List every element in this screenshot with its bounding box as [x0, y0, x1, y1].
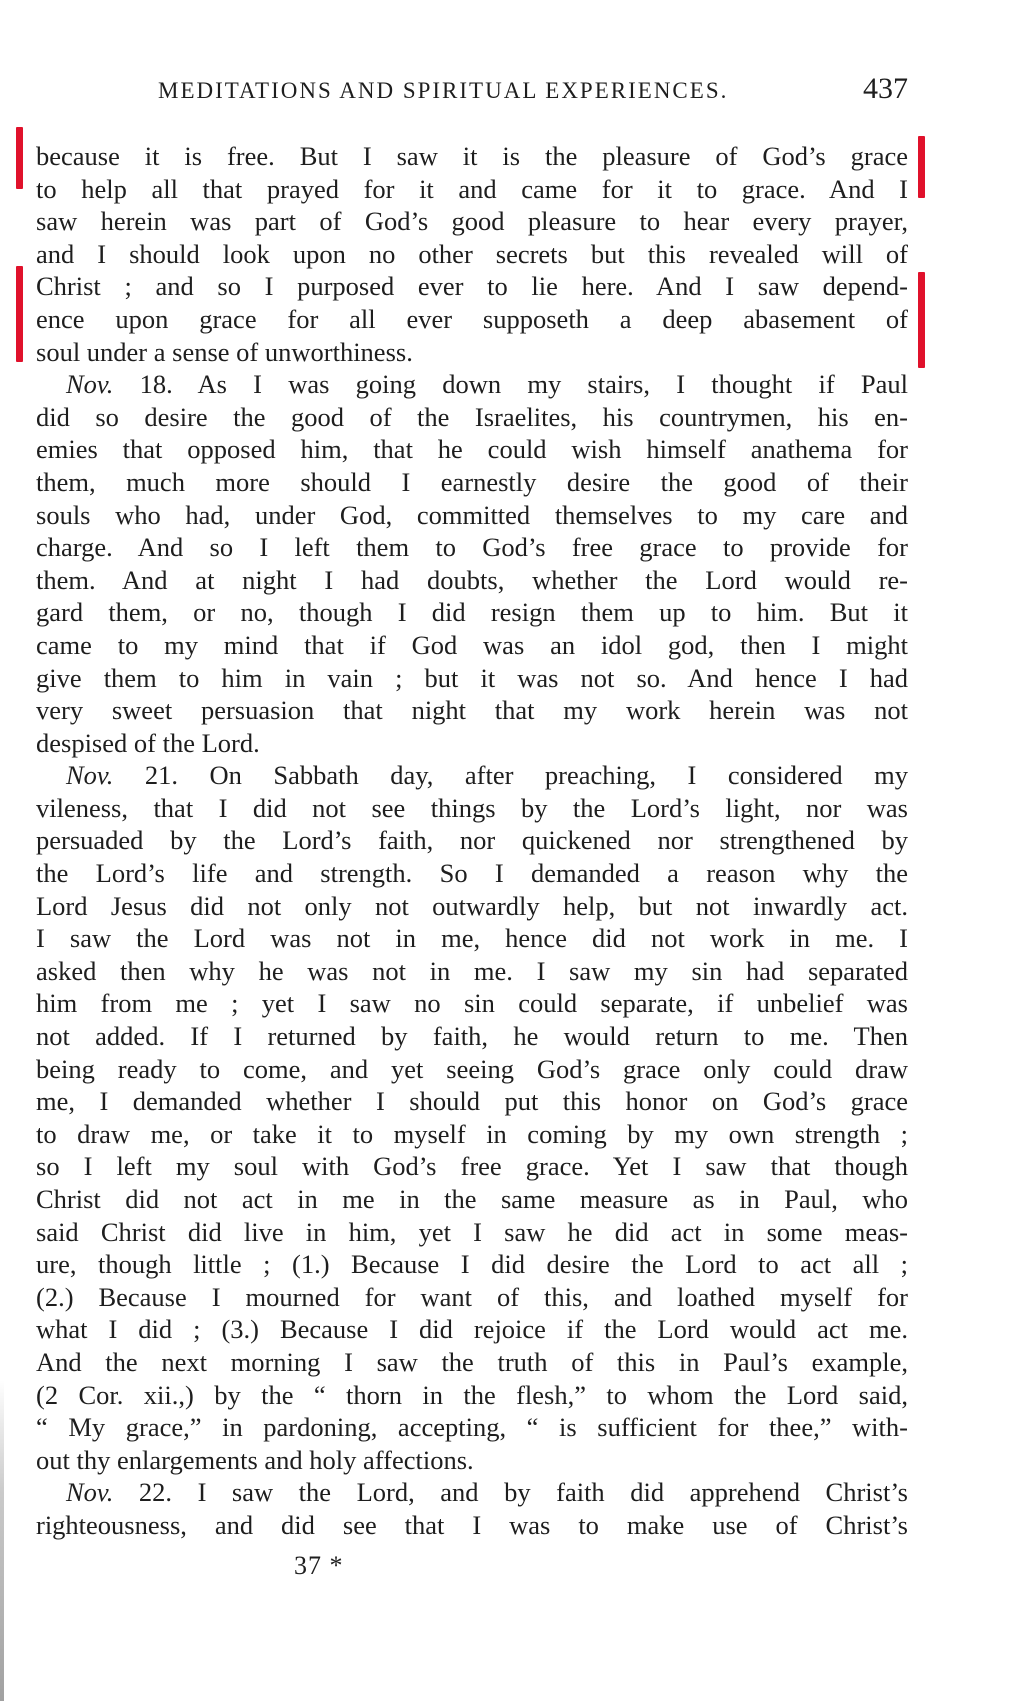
text-line: asked then why he was not in me. I saw my sin had separated — [36, 955, 908, 986]
highlight-mark-right-1 — [918, 136, 925, 198]
text-line: said Christ did live in him, yet I saw he did act in some meas- — [36, 1216, 908, 1247]
text-line: being ready to come, and yet seeing God’s grace only could draw — [36, 1053, 908, 1084]
entry-text: 22. I saw the Lord, and by faith did apprehend Christ’s — [113, 1477, 908, 1508]
text-line: despised of the Lord. — [36, 727, 260, 758]
entry-first-line — [36, 759, 908, 792]
text-line: very sweet persuasion that night that my work herein was not — [36, 695, 908, 726]
text-line: came to my mind that if God was an idol god, then I might — [36, 629, 908, 660]
text-line: give them to him in vain ; but it was not so. And hence I had — [36, 662, 908, 693]
text-line: not added. If I returned by faith, he would return to me. Then — [36, 1021, 908, 1052]
text-line: them, much more should I earnestly desire the good of their — [36, 466, 908, 497]
text-line: emies that opposed him, that he could wish himself anathema for — [36, 434, 908, 465]
text-line: charge. And so I left them to God’s free grace to provide for — [36, 532, 908, 563]
text-line: what I did ; (3.) Because I did rejoice if the Lord would act me. — [36, 1314, 908, 1345]
text-line: persuaded by the Lord’s faith, nor quickened nor strengthened by — [36, 825, 908, 856]
text-line: Christ ; and so I purposed ever to lie here. And I saw depend- — [36, 271, 908, 302]
text-line: to draw me, or take it to myself in coming by my own strength ; — [36, 1118, 908, 1149]
text-line: out thy enlargements and holy affections. — [36, 1444, 474, 1475]
entry-first-line — [36, 368, 908, 401]
entry-text: 18. As I was going down my stairs, I thought if Paul — [113, 369, 908, 400]
text-line: so I left my soul with God’s free grace. Yet I saw that though — [36, 1151, 908, 1182]
text-line: because it is free. But I saw it is the pleasure of God’s grace — [36, 141, 908, 171]
page-header — [36, 72, 908, 112]
signature-mark: 37 * — [294, 1551, 344, 1580]
text-line: gard them, or no, though I did resign them up to him. But it — [36, 597, 908, 628]
text-line: (2 Cor. xii.,) by the “ thorn in the flesh,” to whom the Lord said, — [36, 1379, 908, 1410]
text-line: them. And at night I had doubts, whether the Lord would re- — [36, 564, 908, 595]
entry-date: Nov. — [66, 760, 114, 791]
highlight-mark-right-2 — [918, 272, 925, 368]
text-line: me, I demanded whether I should put this honor on God’s grace — [36, 1086, 908, 1117]
text-line: And the next morning I saw the truth of this in Paul’s example, — [36, 1346, 908, 1377]
text-line: did so desire the good of the Israelites, his countrymen, his en- — [36, 401, 908, 432]
page-number: 437 — [863, 72, 908, 105]
entry-text: 21. On Sabbath day, after preaching, I considered my — [113, 760, 908, 791]
text-line: souls who had, under God, committed themselves to my care and — [36, 499, 908, 530]
text-line: I saw the Lord was not in me, hence did not work in me. I — [36, 923, 908, 954]
text-line: “ My grace,” in pardoning, accepting, “ is sufficient for thee,” with- — [36, 1412, 908, 1443]
entry-date: Nov. — [66, 369, 114, 400]
highlight-mark-left-1 — [16, 127, 23, 189]
text-line: him from me ; yet I saw no sin could separate, if unbelief was — [36, 988, 908, 1019]
text-line: ence upon grace for all ever supposeth a deep abasement of — [36, 303, 908, 334]
text-line: to help all that prayed for it and came for it to grace. And I — [36, 173, 908, 204]
text-line: Christ did not act in me in the same measure as in Paul, who — [36, 1184, 908, 1214]
body-text — [36, 140, 908, 1542]
entry-date: Nov. — [66, 1477, 114, 1508]
text-line: the Lord’s life and strength. So I demanded a reason why the — [36, 858, 908, 889]
text-line: saw herein was part of God’s good pleasure to hear every prayer, — [36, 206, 908, 237]
text-line: (2.) Because I mourned for want of this, and loathed myself for — [36, 1281, 908, 1312]
highlight-mark-left-2 — [16, 266, 23, 362]
text-line: ure, though little ; (1.) Because I did desire the Lord to act all ; — [36, 1249, 908, 1280]
entry-first-line — [36, 1476, 908, 1509]
text-line: righteousness, and did see that I was to make use of Christ’s — [36, 1509, 908, 1540]
text-line: soul under a sense of unworthiness. — [36, 336, 413, 367]
text-line: Lord Jesus did not only not outwardly help, but not inwardly act. — [36, 890, 908, 921]
text-line: and I should look upon no other secrets but this revealed will of — [36, 238, 908, 269]
running-title: MEDITATIONS AND SPIRITUAL EXPERIENCES. — [158, 78, 729, 103]
text-line: vileness, that I did not see things by the Lord’s light, nor was — [36, 792, 908, 823]
binding-edge — [0, 1380, 4, 1701]
